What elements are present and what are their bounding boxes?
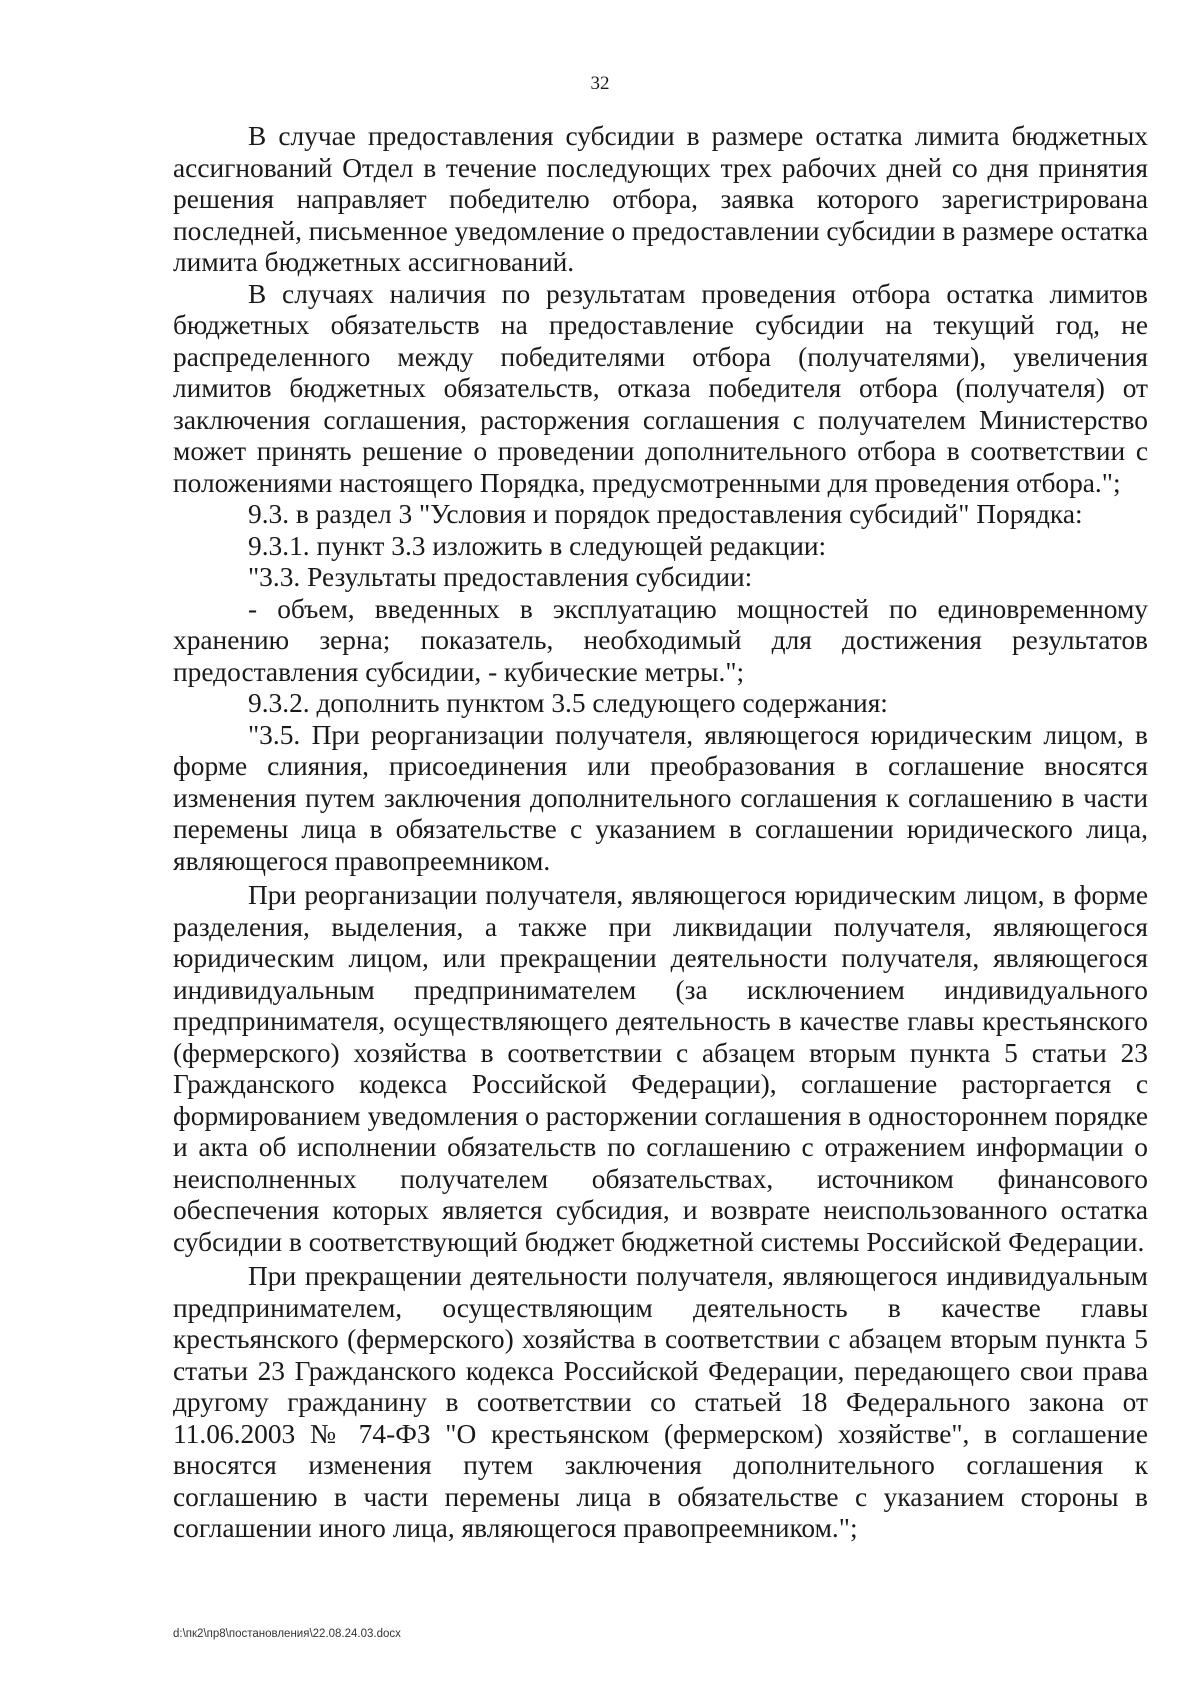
document-body [173, 121, 1148, 1545]
page-number: 32 [590, 73, 610, 94]
paragraph-item-9-3-2: 9.3.2. дополнить пунктом 3.5 следующего содержания: [248, 688, 888, 718]
footer-file-path: d:\пк2\пр8\постановления\22.08.24.03.docx [173, 1628, 401, 1640]
paragraph-result-indicator: - объем, введенных в эксплуатацию мощностей по единовременному хранению зерна; показатель, необходимый для достижения результатов предоставления субсидии, - кубические метры."; [173, 593, 1148, 687]
paragraph-item-9-3: 9.3. в раздел 3 "Условия и порядок предоставления субсидий" Порядка: [248, 499, 1083, 529]
paragraph-remainder-subsidy-notice: В случае предоставления субсидии в размере остатка лимита бюджетных ассигнований Отдел в течение последующих трех рабочих дней со дня принятия решения направляет победителю отбора, заявка которого зарегистрирована последней, письменное уведомление о предоставлении субсидии в размере остатка лимита бюджетных ассигнований. [173, 121, 1148, 277]
paragraph-item-3-5-reorganization: "3.5. При реорганизации получателя, являющегося юридическим лицом, в форме слияния, присоединения или преобразования в соглашение вносятся изменения путем заключения дополнительного соглашения к соглашению в части перемены лица в обязательстве с указанием в соглашении юридического лица, являющегося правопреемником. [173, 719, 1148, 876]
paragraph-item-9-3-1: 9.3.1. пункт 3.3 изложить в следующей редакции: [248, 530, 827, 561]
paragraph-additional-selection: В случаях наличия по результатам проведения отбора остатка лимитов бюджетных обязательств на предоставление субсидии на текущий год, не распределенного между победителями отбора (получателями), увеличения лимитов бюджетных обязательств, отказа победителя отбора (получателя) от заключения соглашения, расторжения соглашения с получателем Министерство может принять решение о проведении дополнительного отбора в соответствии с положениями настоящего Порядка, предусмотренными для проведения отбора."; [173, 278, 1148, 498]
paragraph-reorganization-division: При реорганизации получателя, являющегося юридическим лицом, в форме разделения, выделения, а также при ликвидации получателя, являющегося юридическим лицом, или прекращении деятельности получателя, являющегося индивидуальным предпринимателем (за исключением индивидуального предпринимателя, осуществляющего деятельность в качестве главы крестьянского (фермерского) хозяйства в соответствии с абзацем вторым пункта 5 статьи 23 Гражданского кодекса Российской Федерации), соглашение расторгается с формированием уведомления о расторжении соглашения в одностороннем порядке и акта об исполнении обязательств по соглашению с отражением информации о неисполненных получателем обязательствах, источником финансового обеспечения которых является субсидия, и возврате неиспользованного остатка субсидии в соответствующий бюджет бюджетной системы Российской Федерации. [173, 880, 1148, 1257]
paragraph-farm-head-termination: При прекращении деятельности получателя, являющегося индивидуальным предпринимателем, осуществляющим деятельность в качестве главы крестьянского (фермерского) хозяйства в соответствии с абзацем вторым пункта 5 статьи 23 Гражданского кодекса Российской Федерации, передающего свои права другому гражданину в соответствии со статьей 18 Федерального закона от 11.06.2003 № 74-ФЗ "О крестьянском (фермерском) хозяйстве", в соглашение вносятся изменения путем заключения дополнительного соглашения к соглашению в части перемены лица в обязательстве с указанием стороны в соглашении иного лица, являющегося правопреемником."; [173, 1261, 1148, 1543]
paragraph-item-3-3-heading: "3.3. Результаты предоставления субсидии: [248, 562, 753, 592]
